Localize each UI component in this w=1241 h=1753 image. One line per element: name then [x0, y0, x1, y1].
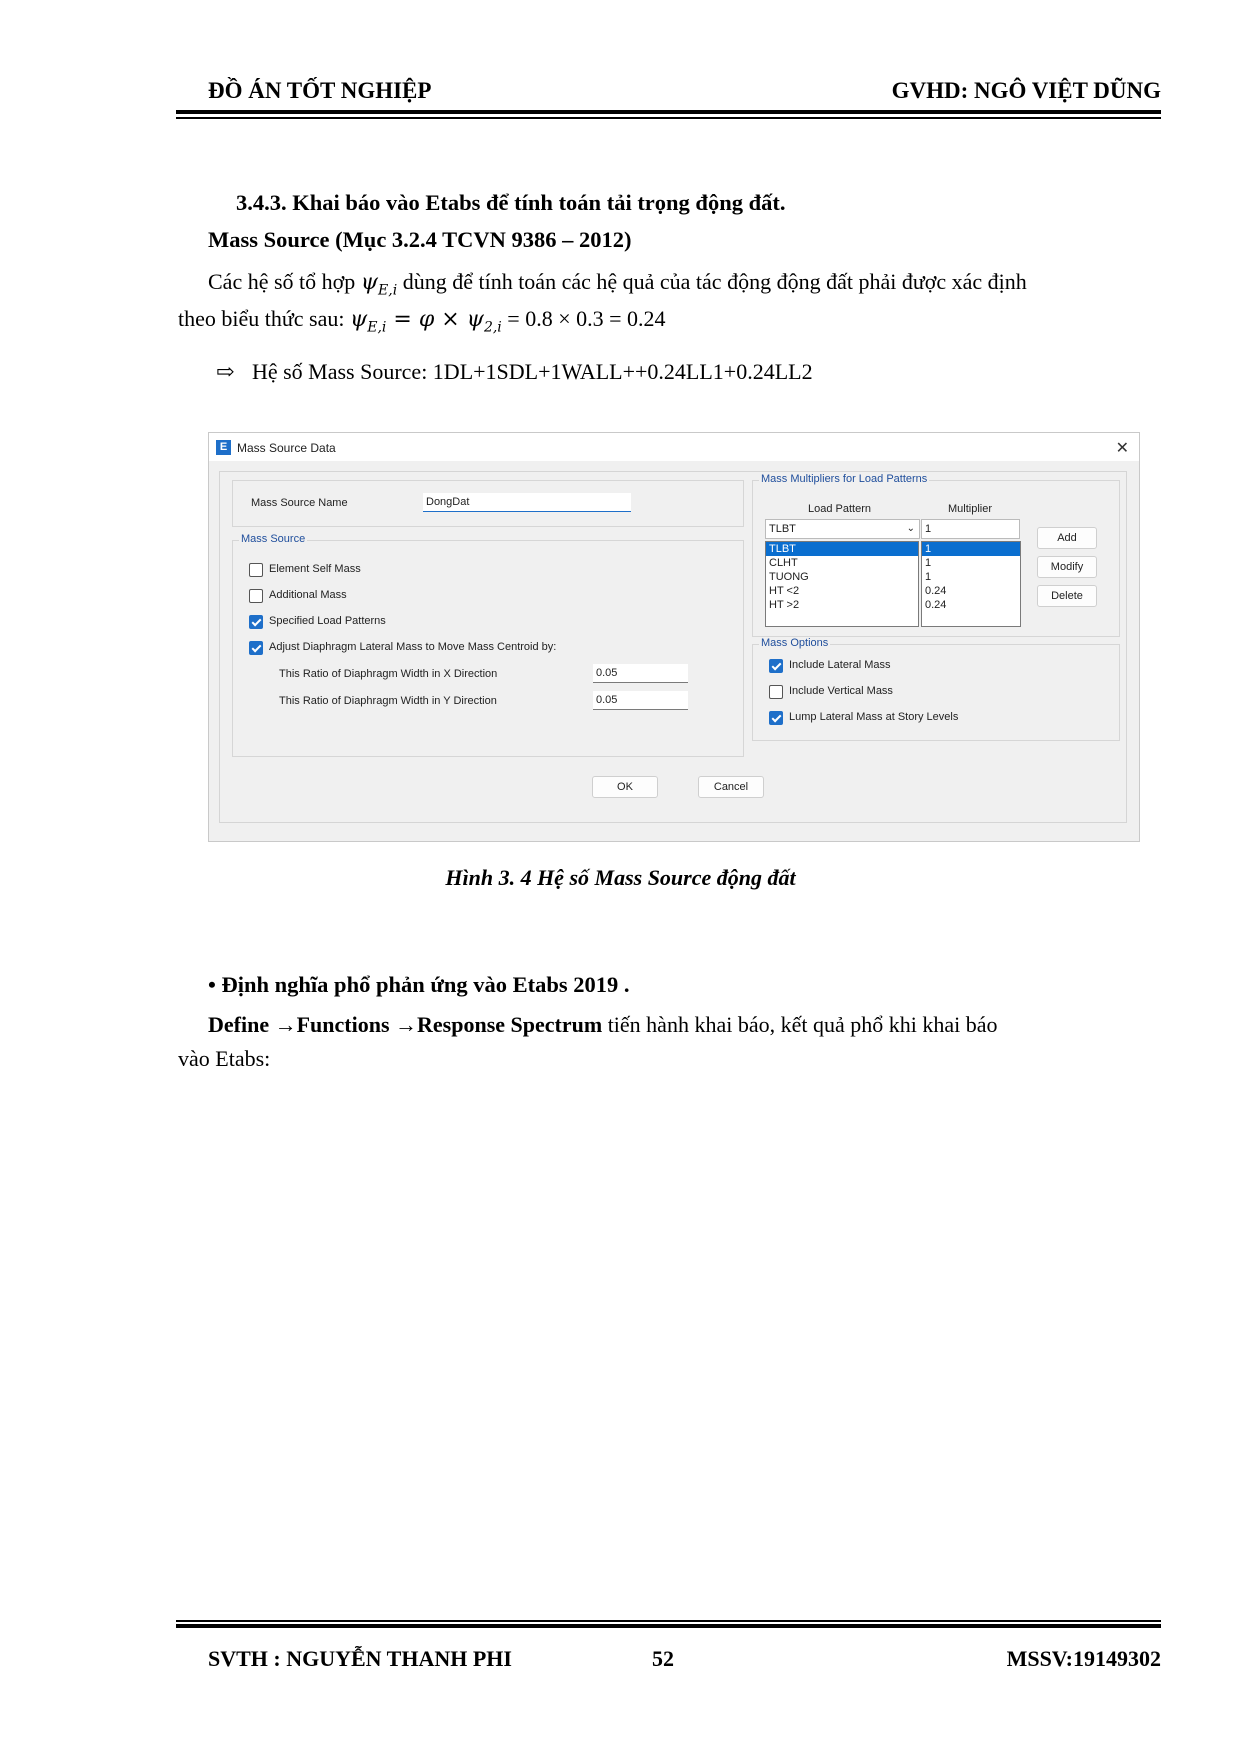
- modify-button[interactable]: Modify: [1037, 556, 1097, 578]
- list-item[interactable]: HT <2: [769, 585, 800, 597]
- lump-lateral-mass-label: Lump Lateral Mass at Story Levels: [789, 711, 959, 723]
- mass-source-line: [216, 355, 813, 388]
- ratio-x-input[interactable]: 0.05: [593, 664, 688, 683]
- etabs-app-icon: E: [216, 440, 231, 455]
- arrow-icon: →: [269, 1012, 297, 1037]
- list-item[interactable]: 1: [925, 557, 932, 569]
- multipliers-group-label: Mass Multipliers for Load Patterns: [761, 473, 928, 485]
- include-vertical-mass-label: Include Vertical Mass: [789, 685, 893, 697]
- delete-button[interactable]: Delete: [1037, 585, 1097, 607]
- define-instruction: [208, 1008, 997, 1041]
- adjust-diaphragm-label: Adjust Diaphragm Lateral Mass to Move Mass Centroid by:: [269, 641, 557, 653]
- psi-subscript: E,i: [378, 282, 398, 299]
- mass-source-text: Hệ số Mass Source: 1DL+1SDL+1WALL++0.24LL1+0.24LL2: [251, 359, 813, 384]
- para2-text-a: theo biểu thức sau:: [178, 306, 350, 331]
- adjust-diaphragm-checkbox[interactable]: [249, 641, 263, 655]
- include-vertical-mass-checkbox[interactable]: [769, 685, 783, 699]
- header-rule-thick: [176, 110, 1161, 114]
- ratio-y-input[interactable]: 0.05: [593, 691, 688, 710]
- list-item[interactable]: 1: [922, 542, 1020, 556]
- response-spectrum-menu-text: Response Spectrum: [417, 1012, 603, 1037]
- psi-symbol: ψ: [466, 307, 484, 332]
- ratio-x-label: This Ratio of Diaphragm Width in X Direction: [279, 668, 498, 680]
- list-item[interactable]: 0.24: [925, 585, 947, 597]
- close-icon[interactable]: ✕: [1115, 440, 1129, 457]
- define-title: • Định nghĩa phổ phản ứng vào Etabs 2019 .: [208, 972, 630, 997]
- mass-options-group-label: Mass Options: [761, 637, 829, 649]
- footer-rule-thin: [176, 1620, 1161, 1622]
- list-item[interactable]: 1: [925, 571, 932, 583]
- load-pattern-dropdown[interactable]: [765, 519, 920, 539]
- psi-subscript: 2,i: [483, 319, 502, 336]
- multiplier-column-header: Multiplier: [948, 503, 993, 515]
- arrow-icon: →: [389, 1012, 418, 1037]
- page-number: 52: [652, 1646, 674, 1671]
- functions-menu-text: Functions: [296, 1012, 390, 1037]
- psi-subscript: E,i: [367, 319, 387, 336]
- equals-sign: =: [386, 307, 419, 332]
- footer-student-id: MSSV:19149302: [1006, 1646, 1161, 1671]
- dialog-title: Mass Source Data: [237, 441, 336, 455]
- header-right: GVHD: NGÔ VIỆT DŨNG: [891, 78, 1161, 103]
- subsection-title: Mass Source (Mục 3.2.4 TCVN 9386 – 2012): [208, 227, 632, 252]
- psi-symbol: ψ: [350, 307, 368, 332]
- define-menu-text: Define: [208, 1012, 270, 1037]
- times-sign: ×: [434, 307, 467, 332]
- multipliers-group: [752, 473, 1120, 637]
- figure-caption: Hình 3. 4 Hệ số Mass Source động đất: [445, 865, 796, 890]
- list-item[interactable]: TLBT: [766, 542, 918, 556]
- cancel-button[interactable]: Cancel: [698, 776, 764, 798]
- chevron-down-icon: ⌄: [906, 523, 915, 534]
- psi-symbol: ψ: [360, 270, 379, 295]
- ok-button[interactable]: OK: [592, 776, 658, 798]
- define-instruction-line2: vào Etabs:: [178, 1046, 271, 1071]
- list-item[interactable]: 0.24: [925, 599, 947, 611]
- para1-text-a: Các hệ số tổ hợp: [208, 269, 361, 294]
- list-item[interactable]: CLHT: [769, 557, 798, 569]
- multiplier-input[interactable]: 1: [921, 519, 1020, 539]
- mass-source-group: [232, 533, 744, 757]
- mass-source-name-label: Mass Source Name: [251, 497, 348, 509]
- header-rule-thin: [176, 117, 1161, 119]
- mass-source-name-input[interactable]: DongDat: [423, 493, 631, 512]
- mass-source-group-label: Mass Source: [241, 533, 306, 545]
- para1-text-b: dùng để tính toán các hệ quả của tác động động đất phải được xác định: [397, 269, 1027, 294]
- load-pattern-dropdown-value: TLBT: [769, 523, 796, 535]
- arrow-icon: ⇨: [216, 359, 235, 384]
- load-pattern-list[interactable]: [765, 541, 919, 627]
- header-left: ĐỒ ÁN TỐT NGHIỆP: [208, 78, 432, 103]
- footer-rule-thick: [176, 1624, 1161, 1628]
- lump-lateral-mass-checkbox[interactable]: [769, 711, 783, 725]
- element-self-mass-label: Element Self Mass: [269, 563, 361, 575]
- multiplier-list[interactable]: [921, 541, 1021, 627]
- define-instruction-rest: tiến hành khai báo, kết quả phổ khi khai báo: [602, 1012, 998, 1037]
- include-lateral-mass-label: Include Lateral Mass: [789, 659, 891, 671]
- mass-source-dialog: [208, 432, 1140, 842]
- dialog-titlebar: [209, 433, 1139, 461]
- add-button[interactable]: Add: [1037, 527, 1097, 549]
- specified-load-patterns-label: Specified Load Patterns: [269, 615, 386, 627]
- additional-mass-label: Additional Mass: [269, 589, 347, 601]
- element-self-mass-checkbox[interactable]: [249, 563, 263, 577]
- specified-load-patterns-checkbox[interactable]: [249, 615, 263, 629]
- footer-student: SVTH : NGUYỄN THANH PHI: [208, 1646, 512, 1671]
- dialog-body: [219, 471, 1127, 823]
- section-title: 3.4.3. Khai báo vào Etabs để tính toán tải trọng động đất.: [236, 190, 786, 215]
- phi-symbol: φ: [418, 307, 435, 332]
- list-item[interactable]: TUONG: [769, 571, 809, 583]
- para2-text-b: = 0.8 × 0.3 = 0.24: [501, 306, 666, 331]
- mass-options-group: [752, 637, 1120, 741]
- paragraph-2: [178, 302, 666, 344]
- additional-mass-checkbox[interactable]: [249, 589, 263, 603]
- name-group: [232, 480, 744, 527]
- load-pattern-column-header: Load Pattern: [808, 503, 871, 515]
- include-lateral-mass-checkbox[interactable]: [769, 659, 783, 673]
- ratio-y-label: This Ratio of Diaphragm Width in Y Direction: [279, 695, 497, 707]
- list-item[interactable]: HT >2: [769, 599, 800, 611]
